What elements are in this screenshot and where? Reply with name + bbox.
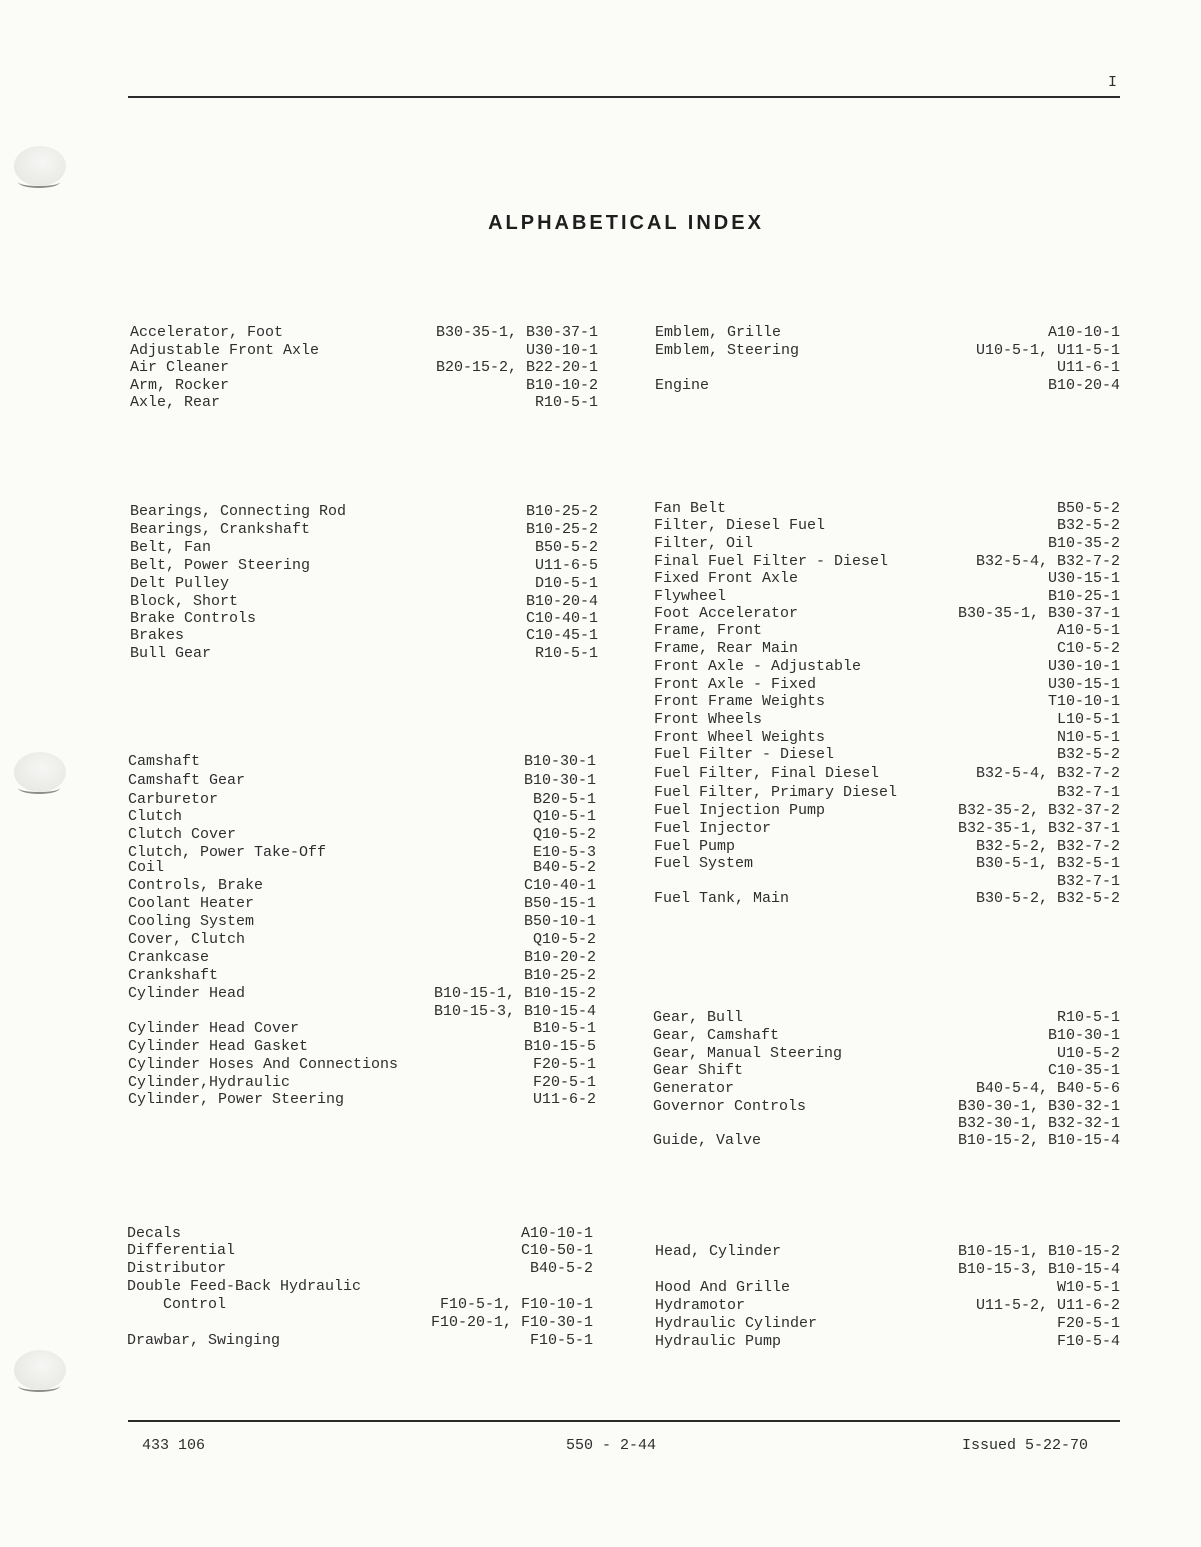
- index-entry: [653, 1080, 1120, 1098]
- index-ref: L10-5-1: [1056, 711, 1120, 728]
- index-entry: [654, 517, 1120, 535]
- index-ref: B10-15-1, B10-15-2: [433, 985, 596, 1002]
- index-entry: [128, 1020, 596, 1038]
- index-entry: [130, 503, 598, 521]
- index-entry: [654, 784, 1120, 802]
- index-ref: B10-15-5: [523, 1038, 596, 1055]
- index-ref: N10-5-1: [1056, 729, 1120, 746]
- index-entry: [655, 1261, 1120, 1279]
- index-entry: [653, 1009, 1120, 1027]
- index-term: Clutch Cover: [128, 826, 237, 843]
- footer-issue-date: Issued 5-22-70: [962, 1437, 1089, 1454]
- index-term: Filter, Diesel Fuel: [654, 517, 826, 534]
- index-term: Cylinder Head: [128, 985, 246, 1002]
- index-term: Cylinder Hoses And Connections: [128, 1056, 399, 1073]
- index-term: Bearings, Connecting Rod: [130, 503, 347, 520]
- index-ref: C10-40-1: [525, 610, 598, 627]
- index-ref: B32-35-1, B32-37-1: [957, 820, 1120, 837]
- index-ref: R10-5-1: [1056, 1009, 1120, 1026]
- index-term: Cylinder, Power Steering: [128, 1091, 345, 1108]
- index-entry: [128, 826, 596, 844]
- index-ref: U10-5-1, U11-5-1: [975, 342, 1120, 359]
- index-entry: [655, 342, 1120, 360]
- index-ref: C10-50-1: [520, 1242, 593, 1259]
- index-ref: C10-35-1: [1047, 1062, 1120, 1079]
- index-term: Drawbar, Swinging: [127, 1332, 281, 1349]
- index-entry: [128, 949, 596, 967]
- index-ref: C10-45-1: [525, 627, 598, 644]
- index-entry: [127, 1225, 593, 1243]
- index-ref: B10-25-2: [525, 521, 598, 538]
- index-entry: [655, 1243, 1120, 1261]
- index-ref: B10-25-2: [525, 503, 598, 520]
- index-entry: [654, 605, 1120, 623]
- index-ref: B32-5-4, B32-7-2: [975, 553, 1120, 570]
- index-entry: [130, 557, 598, 575]
- index-entry: [654, 729, 1120, 747]
- index-entry: [128, 859, 596, 877]
- index-term: Crankcase: [128, 949, 210, 966]
- index-entry: [655, 1333, 1120, 1351]
- footer-part-number: 433 106: [142, 1437, 206, 1454]
- index-entry: [655, 359, 1120, 377]
- index-ref: B32-5-4, B32-7-2: [975, 765, 1120, 782]
- index-entry: [130, 342, 598, 360]
- index-term: Final Fuel Filter - Diesel: [654, 553, 889, 570]
- index-ref: B10-30-1: [523, 753, 596, 770]
- index-term: Foot Accelerator: [654, 605, 799, 622]
- index-ref: B32-5-2: [1056, 746, 1120, 763]
- index-entry: [127, 1242, 593, 1260]
- index-ref: B32-5-2: [1056, 517, 1120, 534]
- index-ref: Q10-5-1: [532, 808, 596, 825]
- index-term: Front Axle - Fixed: [654, 676, 817, 693]
- index-ref: B40-5-4, B40-5-6: [975, 1080, 1120, 1097]
- index-term: Gear Shift: [653, 1062, 744, 1079]
- index-ref: F10-5-1, F10-10-1: [439, 1296, 593, 1313]
- index-ref: C10-5-2: [1056, 640, 1120, 657]
- index-ref: B30-35-1, B30-37-1: [957, 605, 1120, 622]
- index-entry: [130, 610, 598, 628]
- index-term: Front Frame Weights: [654, 693, 826, 710]
- index-term: Cover, Clutch: [128, 931, 246, 948]
- punch-hole-middle: [14, 752, 66, 792]
- index-term: Hydraulic Pump: [655, 1333, 782, 1350]
- index-entry: [654, 500, 1120, 518]
- index-entry: [130, 521, 598, 539]
- index-entry: [128, 877, 596, 895]
- index-entry: [128, 913, 596, 931]
- index-term: Head, Cylinder: [655, 1243, 782, 1260]
- index-term: Gear, Camshaft: [653, 1027, 780, 1044]
- index-ref: B10-15-1, B10-15-2: [957, 1243, 1120, 1260]
- footer-rule: [128, 1420, 1120, 1422]
- index-entry: [655, 324, 1120, 342]
- index-entry: [654, 588, 1120, 606]
- index-term: Control: [127, 1296, 227, 1313]
- header-rule: [128, 96, 1120, 98]
- index-term: Cylinder Head Gasket: [128, 1038, 309, 1055]
- index-entry: [128, 1003, 596, 1021]
- index-term: Cylinder Head Cover: [128, 1020, 300, 1037]
- index-term: Fuel Pump: [654, 838, 736, 855]
- index-entry: [128, 1038, 596, 1056]
- index-ref: D10-5-1: [534, 575, 598, 592]
- index-term: Fuel System: [654, 855, 754, 872]
- index-term: Front Wheels: [654, 711, 763, 728]
- index-entry: [130, 359, 598, 377]
- index-term: Emblem, Grille: [655, 324, 782, 341]
- punch-hole-top: [14, 146, 66, 186]
- index-ref: B40-5-2: [532, 859, 596, 876]
- punch-hole-bottom: [14, 1350, 66, 1390]
- index-term: Bull Gear: [130, 645, 212, 662]
- index-ref: F20-5-1: [532, 1074, 596, 1091]
- index-ref: B32-35-2, B32-37-2: [957, 802, 1120, 819]
- index-ref: B40-5-2: [529, 1260, 593, 1277]
- index-entry: [654, 658, 1120, 676]
- index-entry: [653, 1027, 1120, 1045]
- index-entry: [655, 377, 1120, 395]
- index-term: Camshaft: [128, 753, 201, 770]
- index-term: Accelerator, Foot: [130, 324, 284, 341]
- index-ref: U30-10-1: [525, 342, 598, 359]
- index-ref: C10-40-1: [523, 877, 596, 894]
- index-ref: B50-5-2: [1056, 500, 1120, 517]
- index-ref: U30-10-1: [1047, 658, 1120, 675]
- page-title: ALPHABETICAL INDEX: [488, 212, 764, 234]
- index-term: Hood And Grille: [655, 1279, 791, 1296]
- index-entry: [128, 791, 596, 809]
- index-ref: U11-6-1: [1056, 359, 1120, 376]
- index-term: Flywheel: [654, 588, 727, 605]
- index-entry: [127, 1332, 593, 1350]
- index-entry: [654, 890, 1120, 908]
- index-entry: [654, 693, 1120, 711]
- index-entry: [128, 967, 596, 985]
- index-ref: B10-20-4: [1047, 377, 1120, 394]
- index-ref: B32-7-1: [1056, 784, 1120, 801]
- index-ref: F10-5-4: [1056, 1333, 1120, 1350]
- index-ref: B10-15-3, B10-15-4: [957, 1261, 1120, 1278]
- index-entry: [128, 895, 596, 913]
- index-term: Coil: [128, 859, 165, 876]
- index-entry: [654, 622, 1120, 640]
- index-term: Belt, Power Steering: [130, 557, 311, 574]
- index-ref: B50-5-2: [534, 539, 598, 556]
- index-term: Adjustable Front Axle: [130, 342, 320, 359]
- index-term: Fixed Front Axle: [654, 570, 799, 587]
- index-term: Differential: [127, 1242, 236, 1259]
- index-entry: [654, 535, 1120, 553]
- index-term: Front Wheel Weights: [654, 729, 826, 746]
- index-term: Fuel Filter - Diesel: [654, 746, 835, 763]
- index-entry: [130, 575, 598, 593]
- index-term: Delt Pulley: [130, 575, 230, 592]
- index-entry: [128, 1056, 596, 1074]
- index-ref: A10-5-1: [1056, 622, 1120, 639]
- index-term: Distributor: [127, 1260, 227, 1277]
- index-entry: [654, 765, 1120, 783]
- index-entry: [653, 1132, 1120, 1150]
- index-ref: B10-30-1: [523, 772, 596, 789]
- index-ref: B10-30-1: [1047, 1027, 1120, 1044]
- index-term: Generator: [653, 1080, 735, 1097]
- index-entry: [655, 1279, 1120, 1297]
- index-ref: U11-6-2: [532, 1091, 596, 1108]
- index-term: Coolant Heater: [128, 895, 255, 912]
- index-ref: B10-35-2: [1047, 535, 1120, 552]
- index-term: Gear, Manual Steering: [653, 1045, 843, 1062]
- index-ref: F10-5-1: [529, 1332, 593, 1349]
- index-ref: B10-15-2, B10-15-4: [957, 1132, 1120, 1149]
- index-entry: [654, 820, 1120, 838]
- index-entry: [654, 838, 1120, 856]
- index-ref: F10-20-1, F10-30-1: [430, 1314, 593, 1331]
- index-ref: A10-10-1: [1047, 324, 1120, 341]
- page-number: I: [1108, 74, 1118, 91]
- index-ref: B50-15-1: [523, 895, 596, 912]
- index-ref: B32-7-1: [1056, 873, 1120, 890]
- index-term: Emblem, Steering: [655, 342, 800, 359]
- index-ref: U11-5-2, U11-6-2: [975, 1297, 1120, 1314]
- footer-page-ref: 550 - 2-44: [566, 1437, 657, 1454]
- index-ref: B20-15-2, B22-20-1: [435, 359, 598, 376]
- index-entry: [654, 570, 1120, 588]
- index-ref: U30-15-1: [1047, 676, 1120, 693]
- index-entry: [130, 645, 598, 663]
- index-entry: [130, 394, 598, 412]
- index-term: Bearings, Crankshaft: [130, 521, 311, 538]
- index-entry: [127, 1314, 593, 1332]
- index-entry: [653, 1045, 1120, 1063]
- index-term: Camshaft Gear: [128, 772, 246, 789]
- index-ref: U30-15-1: [1047, 570, 1120, 587]
- index-entry: [130, 593, 598, 611]
- index-entry: [655, 1315, 1120, 1333]
- index-term: Brakes: [130, 627, 185, 644]
- index-entry: [130, 627, 598, 645]
- index-ref: B20-5-1: [532, 791, 596, 808]
- index-term: Double Feed-Back Hydraulic: [127, 1278, 362, 1295]
- index-entry: [130, 539, 598, 557]
- index-term: Frame, Front: [654, 622, 763, 639]
- index-entry: [128, 808, 596, 826]
- index-entry: [654, 746, 1120, 764]
- index-entry: [128, 753, 596, 771]
- index-ref: B10-25-1: [1047, 588, 1120, 605]
- index-ref: A10-10-1: [520, 1225, 593, 1242]
- index-term: Cooling System: [128, 913, 255, 930]
- index-ref: B10-20-4: [525, 593, 598, 610]
- index-ref: B30-35-1, B30-37-1: [435, 324, 598, 341]
- index-term: Clutch, Power Take-Off: [128, 844, 327, 861]
- index-entry: [128, 1091, 596, 1109]
- index-entry: [128, 985, 596, 1003]
- index-term: Fuel Filter, Final Diesel: [654, 765, 880, 782]
- index-term: Axle, Rear: [130, 394, 221, 411]
- index-term: Fan Belt: [654, 500, 727, 517]
- index-entry: [128, 1074, 596, 1092]
- index-entry: [654, 873, 1120, 891]
- index-ref: B10-20-2: [523, 949, 596, 966]
- index-term: Engine: [655, 377, 710, 394]
- index-term: Fuel Tank, Main: [654, 890, 790, 907]
- index-entry: [654, 553, 1120, 571]
- index-entry: [127, 1296, 593, 1314]
- index-entry: [653, 1062, 1120, 1080]
- index-term: Belt, Fan: [130, 539, 212, 556]
- index-entry: [127, 1278, 593, 1296]
- index-entry: [654, 640, 1120, 658]
- index-ref: E10-5-3: [532, 844, 596, 861]
- index-entry: [654, 711, 1120, 729]
- index-ref: B30-5-2, B32-5-2: [975, 890, 1120, 907]
- index-ref: R10-5-1: [534, 394, 598, 411]
- index-ref: Q10-5-2: [532, 826, 596, 843]
- index-term: Cylinder,Hydraulic: [128, 1074, 291, 1091]
- index-entry: [654, 676, 1120, 694]
- index-term: Fuel Filter, Primary Diesel: [654, 784, 898, 801]
- index-term: Decals: [127, 1225, 182, 1242]
- index-ref: T10-10-1: [1047, 693, 1120, 710]
- index-term: Block, Short: [130, 593, 239, 610]
- index-term: Crankshaft: [128, 967, 219, 984]
- index-term: Fuel Injection Pump: [654, 802, 826, 819]
- index-entry: [127, 1260, 593, 1278]
- index-entry: [128, 772, 596, 790]
- index-term: Hydraulic Cylinder: [655, 1315, 818, 1332]
- index-ref: B32-5-2, B32-7-2: [975, 838, 1120, 855]
- index-ref: Q10-5-2: [532, 931, 596, 948]
- index-ref: B10-10-2: [525, 377, 598, 394]
- index-entry: [128, 931, 596, 949]
- index-ref: B10-5-1: [532, 1020, 596, 1037]
- index-term: Governor Controls: [653, 1098, 807, 1115]
- index-entry: [654, 802, 1120, 820]
- index-term: Carburetor: [128, 791, 219, 808]
- index-ref: B30-5-1, B32-5-1: [975, 855, 1120, 872]
- index-ref: B10-25-2: [523, 967, 596, 984]
- index-entry: [130, 377, 598, 395]
- index-ref: B10-15-3, B10-15-4: [433, 1003, 596, 1020]
- index-term: Air Cleaner: [130, 359, 230, 376]
- index-ref: F20-5-1: [1056, 1315, 1120, 1332]
- index-term: Arm, Rocker: [130, 377, 230, 394]
- index-ref: U10-5-2: [1056, 1045, 1120, 1062]
- index-term: Brake Controls: [130, 610, 257, 627]
- index-ref: U11-6-5: [534, 557, 598, 574]
- index-term: Front Axle - Adjustable: [654, 658, 862, 675]
- index-ref: B50-10-1: [523, 913, 596, 930]
- index-entry: [653, 1115, 1120, 1133]
- index-ref: B30-30-1, B30-32-1: [957, 1098, 1120, 1115]
- index-term: Filter, Oil: [654, 535, 754, 552]
- index-ref: F20-5-1: [532, 1056, 596, 1073]
- index-ref: R10-5-1: [534, 645, 598, 662]
- index-ref: W10-5-1: [1056, 1279, 1120, 1296]
- index-term: Guide, Valve: [653, 1132, 762, 1149]
- index-term: Hydramotor: [655, 1297, 746, 1314]
- index-entry: [655, 1297, 1120, 1315]
- index-term: Fuel Injector: [654, 820, 772, 837]
- index-term: Frame, Rear Main: [654, 640, 799, 657]
- index-term: Gear, Bull: [653, 1009, 744, 1026]
- index-entry: [130, 324, 598, 342]
- index-ref: B32-30-1, B32-32-1: [957, 1115, 1120, 1132]
- index-term: Controls, Brake: [128, 877, 264, 894]
- index-entry: [653, 1098, 1120, 1116]
- index-term: Clutch: [128, 808, 183, 825]
- index-entry: [654, 855, 1120, 873]
